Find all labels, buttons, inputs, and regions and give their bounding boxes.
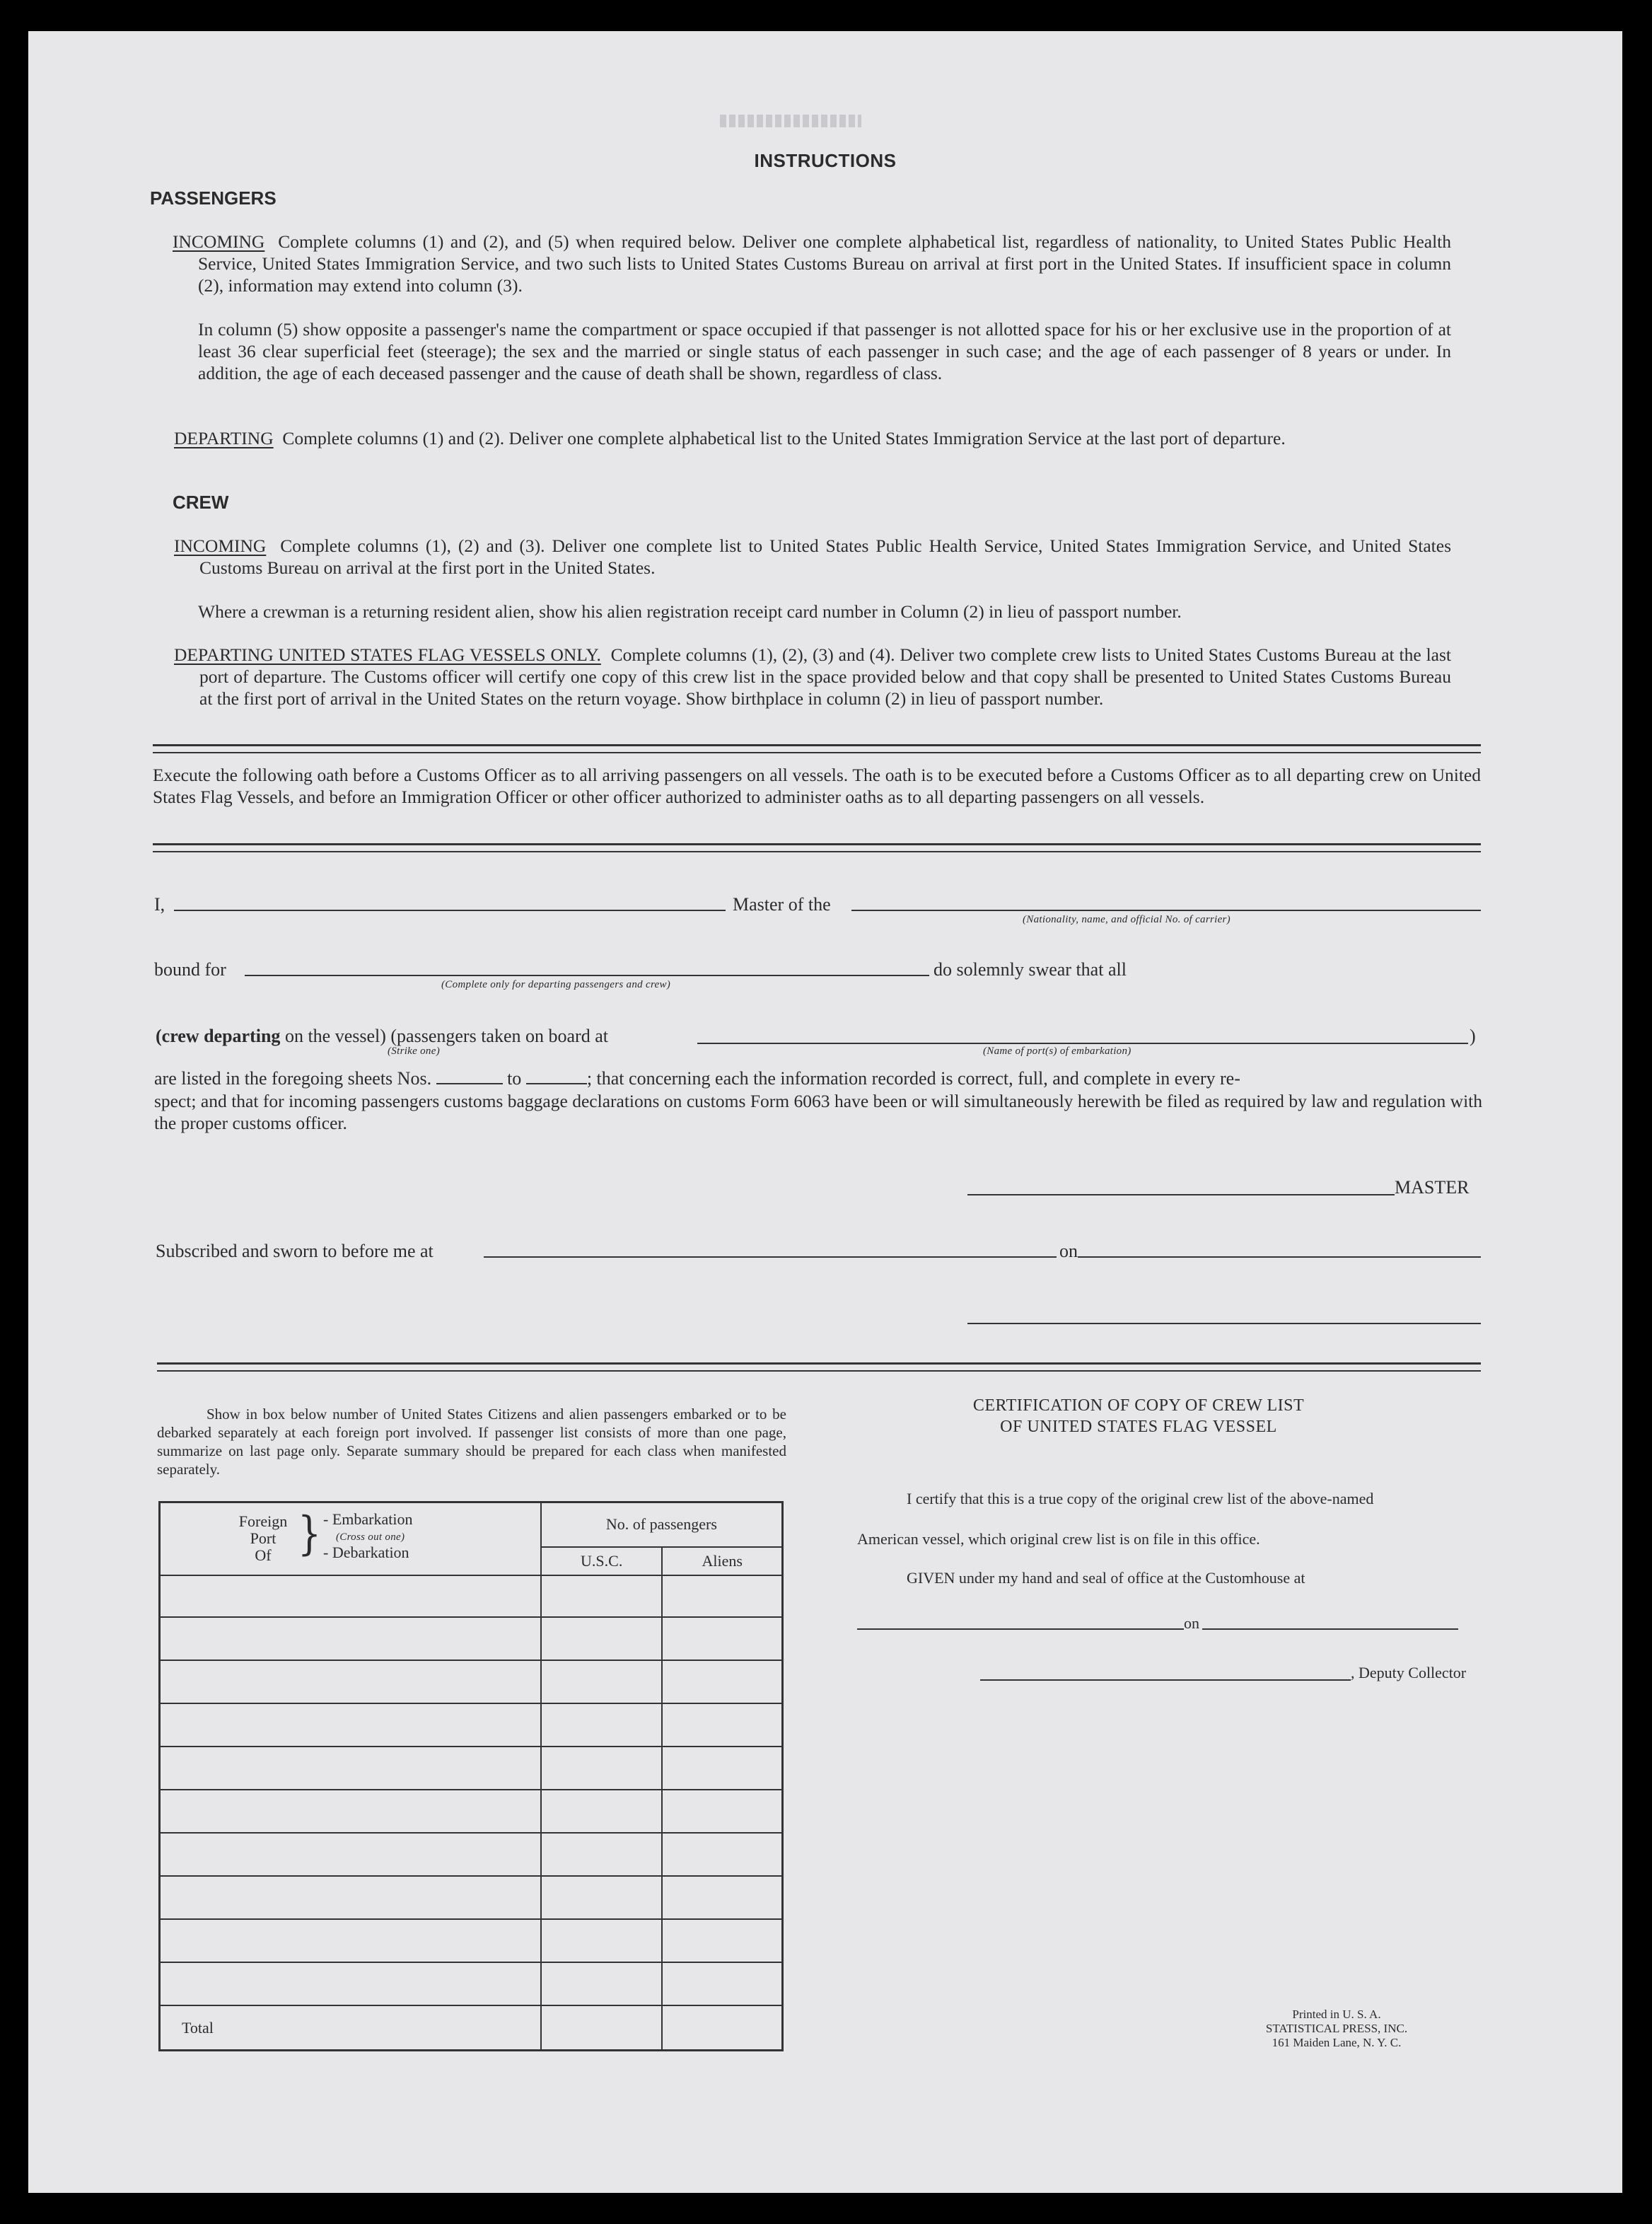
- passengers-heading: PASSENGERS: [150, 187, 277, 209]
- summary-row-aliens[interactable]: [662, 1876, 782, 1919]
- deputy-collector-label: , Deputy Collector: [1351, 1664, 1467, 1681]
- crew-passengers-line: [156, 1026, 608, 1047]
- summary-row-usc[interactable]: [541, 1660, 663, 1703]
- instructions-title: INSTRUCTIONS: [754, 150, 897, 171]
- summary-row-usc[interactable]: [541, 1962, 663, 2005]
- officer-signature-field[interactable]: [967, 1323, 1481, 1324]
- passengers-incoming-label: INCOMING: [173, 231, 265, 252]
- crew-incoming-label: INCOMING: [174, 535, 267, 556]
- summary-row-port[interactable]: [160, 1660, 541, 1703]
- summary-row-port[interactable]: [160, 1747, 541, 1790]
- certification-line2: American vessel, which original crew list is on file in this office.: [857, 1530, 1260, 1548]
- sheets-prefix: are listed in the foregoing sheets Nos.: [154, 1068, 432, 1089]
- oath-i-label: I,: [154, 894, 165, 915]
- master-signature-field[interactable]: [967, 1194, 1395, 1195]
- solemnly-swear-label: do solemnly swear that all: [933, 959, 1127, 980]
- port-label: Port: [250, 1529, 277, 1547]
- certification-line1: I certify that this is a true copy of the original crew list of the above-named: [907, 1490, 1374, 1507]
- passengers-departing-paragraph: [174, 427, 1451, 449]
- foreign-label: Foreign: [238, 1512, 288, 1530]
- certification-line3: GIVEN under my hand and seal of office at the Customhouse at: [907, 1569, 1305, 1587]
- crew-heading: CREW: [173, 492, 229, 513]
- summary-row-port[interactable]: [160, 1790, 541, 1833]
- summary-row-port[interactable]: [160, 1575, 541, 1617]
- passengers-incoming-text: Complete columns (1) and (2), and (5) when required below. Deliver one complete alphabetical list, regardless of nationality, to United States Public Health Service, United States Immigration Service, and two such lists to United States Customs Bureau on arrival at first port in the United States. If insufficient space in column (2), information may extend into column (3).: [198, 231, 1452, 296]
- sworn-date-field[interactable]: [1078, 1256, 1481, 1258]
- summary-row-aliens[interactable]: [662, 1575, 782, 1617]
- summary-row-aliens[interactable]: [662, 1617, 782, 1660]
- carrier-caption: (Nationality, name, and official No. of carrier): [1023, 914, 1231, 925]
- crew-resident-alien-paragraph: Where a crewman is a returning resident alien, show his alien registration receipt card number in Column (2) in lieu of passport number.: [198, 601, 1182, 622]
- faint-header-mark: [720, 115, 861, 127]
- master-signature-label: MASTER: [1395, 1177, 1470, 1198]
- certification-on-label: on: [1184, 1614, 1199, 1632]
- crew-departing-phrase: (crew departing: [156, 1026, 281, 1046]
- summary-row-port[interactable]: [160, 1962, 541, 2005]
- closing-paren: ): [1470, 1026, 1476, 1046]
- brace-icon: }: [298, 1507, 322, 1560]
- crew-incoming-text: Complete columns (1), (2) and (3). Deliver one complete list to United States Public Health Service, United States Immigration Service, and United States Customs Bureau on arrival at the first port in the United States.: [199, 535, 1451, 578]
- of-label: Of: [255, 1546, 272, 1564]
- port-of-embarkation-field[interactable]: [697, 1043, 1468, 1044]
- passengers-departing-label: DEPARTING: [174, 428, 274, 448]
- summary-row-port[interactable]: [160, 1617, 541, 1660]
- passengers-departing-text: Complete columns (1) and (2). Deliver one complete alphabetical list to the United States Immigration Service at the last port of departure.: [282, 428, 1286, 448]
- oath-double-rule: [153, 843, 1481, 852]
- port-caption: (Name of port(s) of embarkation): [983, 1046, 1132, 1057]
- printer-name: STATISTICAL PRESS, INC.: [1265, 2022, 1408, 2035]
- sworn-at-field[interactable]: [484, 1256, 1057, 1258]
- summary-row-aliens[interactable]: [662, 1962, 782, 2005]
- master-of-the-label: Master of the: [733, 894, 831, 915]
- total-aliens[interactable]: [662, 2005, 782, 2050]
- crew-departing-paragraph: [174, 644, 1452, 710]
- sheet-to-field[interactable]: [526, 1083, 587, 1084]
- sheet-from-field[interactable]: [436, 1083, 503, 1084]
- summary-row-usc[interactable]: [541, 1833, 663, 1876]
- master-name-field[interactable]: [174, 910, 726, 911]
- embarkation-label[interactable]: - Embarkation: [323, 1510, 413, 1528]
- customhouse-field[interactable]: [857, 1628, 1184, 1630]
- strike-one-caption: (Strike one): [388, 1046, 440, 1057]
- summary-row-aliens[interactable]: [662, 1833, 782, 1876]
- no-of-passengers-header: No. of passengers: [541, 1502, 783, 1547]
- crew-passengers-rest: on the vessel) (passengers taken on board at: [280, 1026, 608, 1046]
- summary-row-port[interactable]: [160, 1833, 541, 1876]
- summary-row-aliens[interactable]: [662, 1790, 782, 1833]
- summary-row-usc[interactable]: [541, 1617, 663, 1660]
- summary-row-port[interactable]: [160, 1703, 541, 1747]
- certification-date-field[interactable]: [1202, 1628, 1458, 1630]
- foreign-port-header: [160, 1502, 541, 1576]
- deputy-collector-signature[interactable]: [980, 1679, 1351, 1681]
- summary-row-port[interactable]: [160, 1876, 541, 1919]
- summary-row-usc[interactable]: [541, 1919, 663, 1962]
- summary-row-aliens[interactable]: [662, 1703, 782, 1747]
- sheets-to: to: [507, 1068, 522, 1089]
- total-row-label: Total: [160, 2005, 541, 2050]
- certification-title: [863, 1395, 1414, 1437]
- summary-row-usc[interactable]: [541, 1575, 663, 1617]
- sheets-line: [154, 1068, 1240, 1089]
- crew-incoming-paragraph: [174, 535, 1451, 579]
- usc-header: U.S.C.: [541, 1547, 663, 1576]
- bound-for-caption: (Complete only for departing passengers and crew): [441, 979, 671, 990]
- summary-row-usc[interactable]: [541, 1703, 663, 1747]
- passenger-summary-table: [158, 1501, 784, 2051]
- bound-for-label: bound for: [154, 959, 226, 980]
- summary-row-port[interactable]: [160, 1919, 541, 1962]
- oath-instructions-paragraph: Execute the following oath before a Customs Officer as to all arriving passengers on all vessels. The oath is to be executed before a Customs Officer as to all departing crew on United States Flag Vessels, and before an Immigration Officer or other officer authorized to administer oaths as to all departing passengers on all vessels.: [153, 765, 1481, 807]
- summary-row-usc[interactable]: [541, 1790, 663, 1833]
- certification-title-line1: CERTIFICATION OF COPY OF CREW LIST: [972, 1396, 1305, 1415]
- summary-row-aliens[interactable]: [662, 1747, 782, 1790]
- passengers-column5-paragraph: In column (5) show opposite a passenger's name the compartment or space occupied if that passenger is not allotted space for his or her exclusive use in the proportion of at least 36 clear superficial feet (steerage); the sex and the married or single status of each passenger in such case; and the age of each passenger of 8 years or under. In addition, the age of each deceased passenger and the cause of death shall be shown, regardless of class.: [198, 319, 1451, 383]
- total-usc[interactable]: [541, 2005, 663, 2050]
- summary-row-aliens[interactable]: [662, 1919, 782, 1962]
- printer-address: 161 Maiden Lane, N. Y. C.: [1272, 2036, 1402, 2049]
- printed-in-label: Printed in U. S. A.: [1292, 2008, 1381, 2021]
- lower-double-rule: [157, 1362, 1481, 1372]
- summary-instructions: Show in box below number of United States Citizens and alien passengers embarked or to be debarked separately at each foreign port involved. If passenger list consists of more than one page, summarize on last page only. Separate summary should be prepared for each class when manifested separately.: [157, 1406, 786, 1478]
- on-label: on: [1059, 1241, 1078, 1261]
- summary-row-aliens[interactable]: [662, 1660, 782, 1703]
- bound-for-field[interactable]: [245, 975, 929, 976]
- aliens-header: Aliens: [662, 1547, 782, 1576]
- crew-departing-text: Complete columns (1), (2), (3) and (4). Deliver two complete crew lists to United States Customs Bureau at the last port of departure. The Customs officer will certify one copy of this crew list in the space provided below and that copy shall be presented to United States Customs Bureau at the first port of arrival in the United States on the return voyage. Show birthplace in column (2) in lieu of passport number.: [199, 644, 1452, 709]
- summary-row-usc[interactable]: [541, 1876, 663, 1919]
- certification-title-line2: OF UNITED STATES FLAG VESSEL: [1000, 1418, 1277, 1436]
- debarkation-label[interactable]: - Debarkation: [323, 1544, 409, 1561]
- sheets-suffix: ; that concerning each the information recorded is correct, full, and complete in every re-: [586, 1068, 1240, 1089]
- summary-row-usc[interactable]: [541, 1747, 663, 1790]
- printer-imprint: [1231, 2008, 1443, 2050]
- document-page: [28, 31, 1622, 2193]
- crew-departing-label: DEPARTING UNITED STATES FLAG VESSELS ONLY.: [174, 644, 601, 665]
- section-double-rule: [153, 744, 1481, 753]
- carrier-field[interactable]: [851, 910, 1481, 911]
- oath-continuation: spect; and that for incoming passengers customs baggage declarations on customs Form 6063 have been or will simultaneously herewith be filed as required by law and regulation with the proper customs officer.: [154, 1091, 1482, 1133]
- cross-out-caption: (Cross out one): [336, 1531, 405, 1543]
- subscribed-label: Subscribed and sworn to before me at: [156, 1241, 434, 1261]
- passengers-incoming-paragraph: [173, 231, 1452, 296]
